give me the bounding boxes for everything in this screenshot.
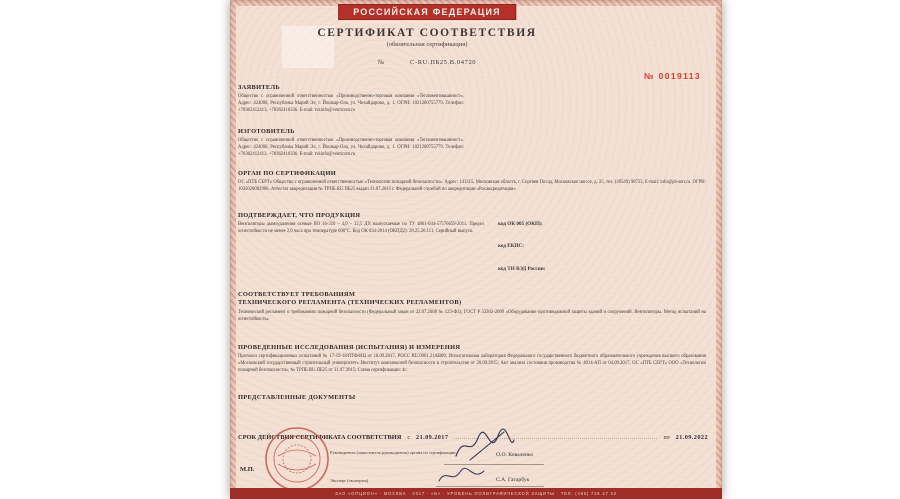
validity-to-date: 21.09.2022 (675, 434, 708, 441)
form-imprint-text: ЗАО «ОПЦИОН» · МОСКВА · 2017 · «Б» · УРОВЕНЬ ПОЛИГРАФИЧЕСКОЙ ЗАЩИТЫ · ТЕЛ. (495) 726 47 42 (335, 491, 617, 496)
code-tnved-label: код ТН ВЭД России: (498, 266, 546, 272)
requirements-label-line1: СООТВЕТСТВУЕТ ТРЕБОВАНИЯМ (238, 291, 356, 298)
expert-signature-icon (436, 466, 488, 486)
code-ekps-label: код ЕКПС: (498, 243, 525, 249)
expert-signature-line (436, 486, 544, 487)
head-signature-line (444, 464, 544, 465)
manufacturer-label: ИЗГОТОВИТЕЛЬ (238, 128, 295, 135)
tests-text: Протокол сертификационных испытаний № 17-19-18/ПТФ/ИЦ от 18.09.2017, РОСС RU.0001.21АВ09, Испытательная лаборатория Федерального государственного бюджетного образовательного учреждения высшего образования «Московский государственный строительный университет» Институт комплексной безопасности в строительстве от 28.09.2015; Акт анализа состояния производства № 4014-АП от 04.09.2017, ОС «ПТБ СЕРТ» ООО «Технологии пожарной безопасности», № ТРПБ.RU.ПБ25 от 31.07.2015; Схема сертификации: 4с. (238, 354, 706, 374)
manufacturer-text: Общество с ограниченной ответственностью «Производственно-торговая компания «Тепловентмашиност». Адрес: 424006, Республика Марий Эл, г. Йошкар-Ола, ул. Чихайдарово, д. 1. ОГРН: 1021200755779. Телефон: +78362412413, +78362416336. E-mail: tvkinfo@venticom.ru (238, 138, 464, 158)
requirements-text: Технический регламент о требованиях пожарной безопасности (Федеральный закон от 22.07.2008 № 123-ФЗ); ГОСТ Р 53302-2009 «Оборудование противодымной защиты зданий и сооружений. Вентиляторы. Метод испытаний на огнестойкость» (238, 310, 706, 323)
validity-from-prefix: с (407, 435, 411, 441)
expert-role: Эксперт (эксперты) (330, 478, 369, 483)
certificate-number-value: С-RU.ПБ25.В.04720 (410, 59, 477, 66)
applicant-label: ЗАЯВИТЕЛЬ (238, 84, 280, 91)
stamp-icon (264, 426, 330, 492)
form-imprint-strip (230, 488, 722, 499)
certificate-number-row (378, 59, 476, 66)
certificate-subtitle: (обязательная сертификация) (386, 41, 468, 48)
expert-name: С.А. Гатарбук (496, 477, 530, 483)
tests-section-label: ПРОВЕДЕННЫЕ ИССЛЕДОВАНИЯ (ИСПЫТАНИЯ) И ИЗМЕРЕНИЯ (238, 344, 461, 351)
documents-section-label: ПРЕДСТАВЛЕННЫЕ ДОКУМЕНТЫ (238, 394, 356, 401)
product-section-label: ПОДТВЕРЖДАЕТ, ЧТО ПРОДУКЦИЯ (238, 212, 361, 219)
certification-body-label: ОРГАН ПО СЕРТИФИКАЦИИ (238, 170, 336, 177)
validity-to-prefix: по (663, 435, 670, 441)
code-okp-label: код ОК 005 (ОКП): (498, 221, 543, 227)
product-description-text: Вентиляторы дымоудаления осевые ВО 16-310 – 4,0 – 12,5 ДУ, выпускаемые по ТУ 4861-044-57576659-2011. Предел огнестойкости не менее 2,0 часа при температуре 600°С. Код ОК 034-2014 (ОКПД2): 28.25.20.111. Серийный выпуск. (238, 222, 484, 235)
head-signatory-role: Руководитель (заместитель руководителя) органа по сертификации (330, 450, 456, 455)
country-banner: РОССИЙСКАЯ ФЕДЕРАЦИЯ (338, 4, 516, 20)
certificate-title: СЕРТИФИКАТ СООТВЕТСТВИЯ (317, 27, 537, 39)
head-signature-icon (452, 428, 516, 464)
certification-body-text: ОС «ПТБ СЕРТ» Общество с ограниченной ответственностью «Технологии пожарной безопасности». Адрес: 141315, Московская область, г. Сергиев Посад, Московское шоссе, д. 25, тел. (49549) 98725, E-mail: info@pb-sert.ru. ОГРН: 1035028002906. Аттестат аккредитации № ТРПБ.RU.ПБ25 выдан 31.07.2015 г. Федеральной службой по аккредитации «Росаккредитация» (238, 180, 706, 193)
stamp-place-label: М.П. (240, 466, 255, 473)
certificate-number-label: № (377, 59, 385, 66)
requirements-label-line2: ТЕХНИЧЕСКОГО РЕГЛАМЕНТА (ТЕХНИЧЕСКИХ РЕГЛАМЕНТОВ) (238, 299, 462, 306)
validity-label: СРОК ДЕЙСТВИЯ СЕРТИФИКАТА СООТВЕТСТВИЯ (238, 434, 402, 441)
form-number: № 0019113 (644, 71, 702, 81)
head-signatory-name: О.О. Коваленко (496, 452, 534, 458)
applicant-text: Общество с ограниченной ответственностью «Производственно-торговая компания «Тепловентмашиност». Адрес: 424006, Республика Марий Эл, г. Йошкар-Ола, ул. Чихайдарово, д. 1. ОГРН: 1021200755779. Телефон: +78362412413, +78362416336. E-mail: tvkinfo@venticom.ru (238, 94, 464, 114)
certificate-page (230, 0, 722, 499)
validity-from-date: 21.09.2017 (416, 434, 449, 441)
